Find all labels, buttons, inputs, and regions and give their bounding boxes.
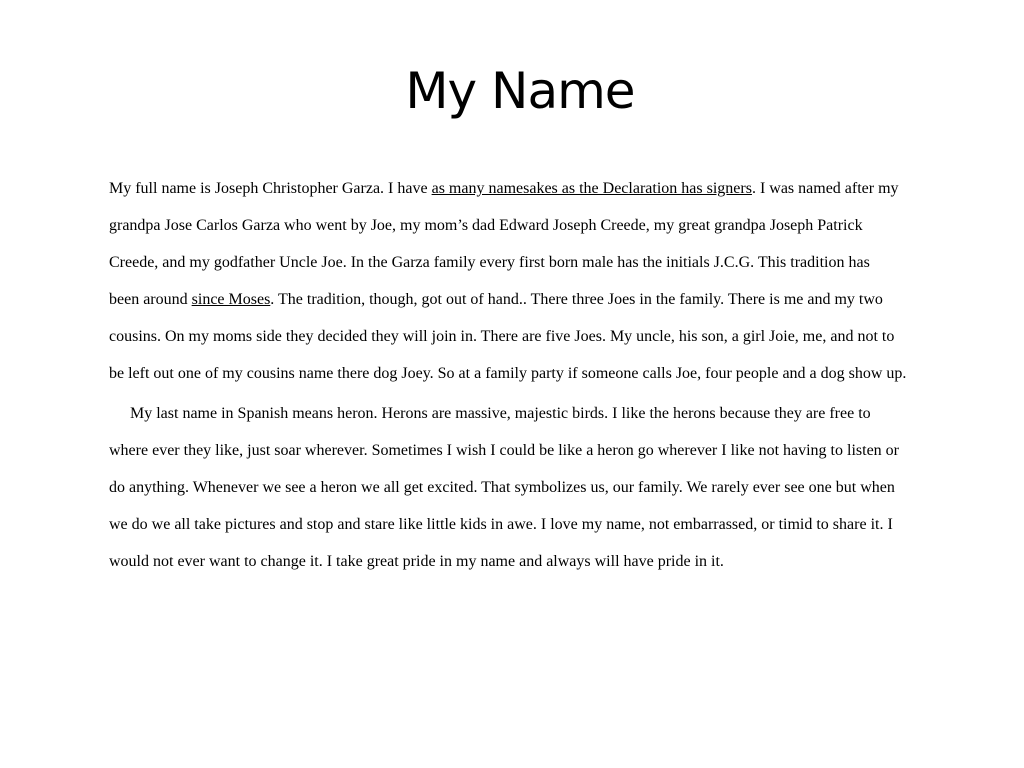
paragraph-line: do anything. Whenever we see a heron we all get excited. That symbolizes us, our family. We rarely ever see one but when	[109, 479, 895, 496]
paragraph-line: be left out one of my cousins name there dog Joey. So at a family party if someone calls Joe, four people and a dog show up.	[109, 365, 907, 382]
underlined-phrase-namesakes: as many namesakes as the Declaration has signers	[431, 180, 752, 197]
underlined-phrase-moses: since Moses	[191, 291, 271, 308]
paragraph-1	[109, 172, 979, 394]
text-run: . I was named after my	[751, 180, 899, 197]
paragraph-line: My last name in Spanish means heron. Herons are massive, majestic birds. I like the herons because they are free to	[130, 405, 871, 422]
paragraph-line	[109, 283, 979, 320]
slide-title: My Name	[405, 62, 635, 120]
paragraph-line: grandpa Jose Carlos Garza who went by Joe, my mom’s dad Edward Joseph Creede, my great grandpa Joseph Patrick	[109, 217, 863, 234]
text-run: . The tradition, though, got out of hand.. There three Joes in the family. There is me and my two	[270, 291, 883, 308]
paragraph-line: we do we all take pictures and stop and stare like little kids in awe. I love my name, not embarrassed, or timid to share it. I	[109, 516, 893, 533]
paragraph-line	[109, 172, 979, 209]
paragraph-2	[109, 397, 979, 582]
paragraph-line: where ever they like, just soar wherever. Sometimes I wish I could be like a heron go wherever I like not having to listen or	[109, 442, 899, 459]
paragraph-line: Creede, and my godfather Uncle Joe. In the Garza family every first born male has the initials J.C.G. This tradition has	[109, 254, 870, 271]
paragraph-line: cousins. On my moms side they decided they will join in. There are five Joes. My uncle, his son, a girl Joie, me, and not to	[109, 328, 895, 345]
text-run: been around	[109, 291, 192, 308]
text-run: My full name is Joseph Christopher Garza. I have	[109, 180, 432, 197]
paragraph-line: would not ever want to change it. I take great pride in my name and always will have pride in it.	[109, 553, 724, 570]
body-text	[109, 172, 979, 582]
